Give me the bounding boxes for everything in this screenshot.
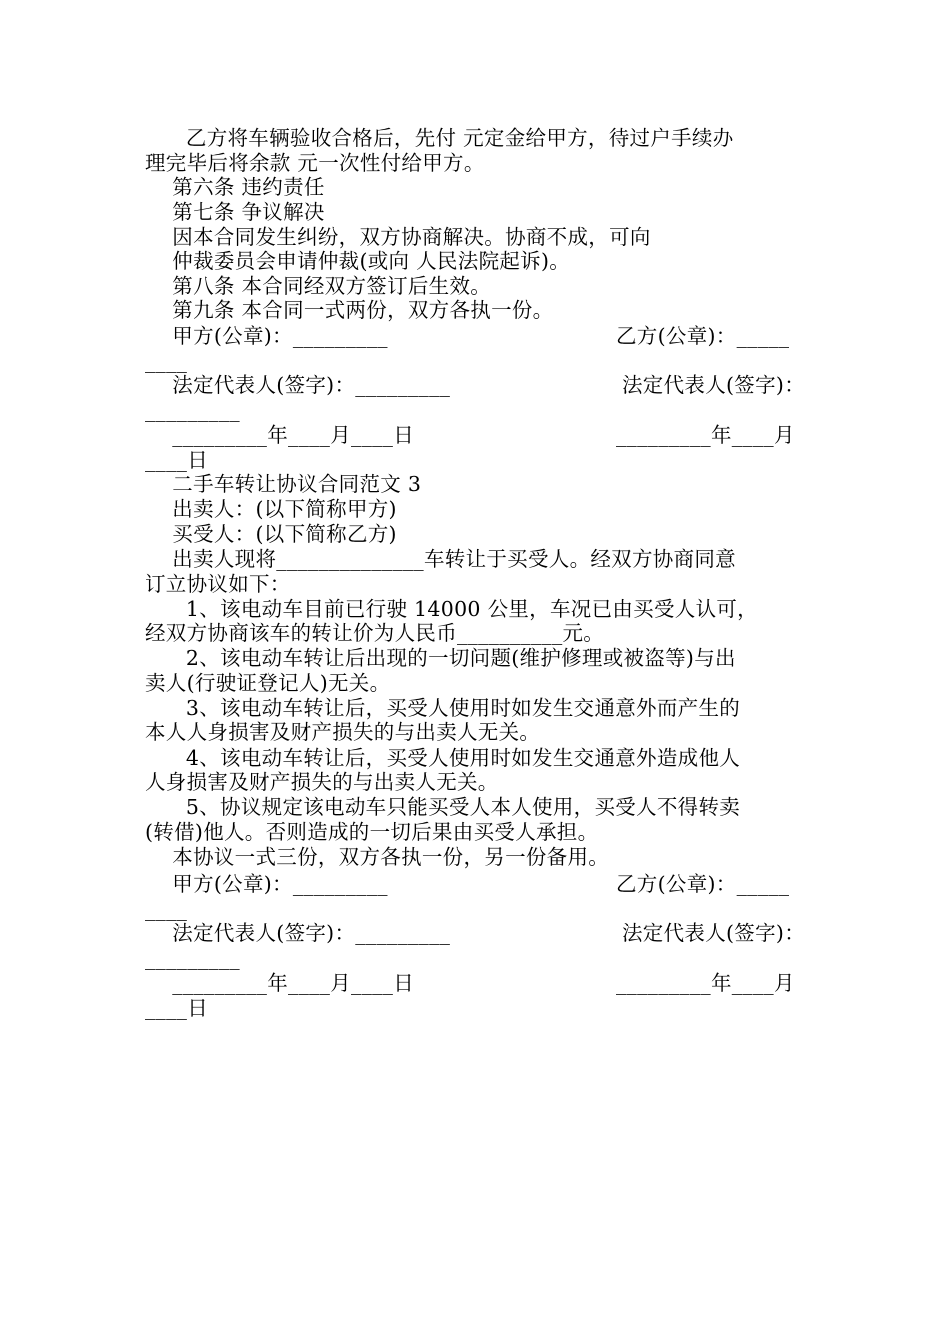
term-line: 经双方协商该车的转让价为人民币__________元。: [145, 621, 605, 645]
party-b-date-line: _________年____月: [616, 971, 795, 995]
term-line: (转借)他人。否则造成的一切后果由买受人承担。: [145, 820, 599, 844]
party-b-seal-overflow: ____: [145, 349, 188, 373]
party-a-seal-line: 甲方(公章)：_________: [145, 324, 388, 348]
party-b-seal-line: 乙方(公章)：_____: [616, 324, 790, 348]
term-line: 2、该电动车转让后出现的一切问题(维护修理或被盗等)与出: [145, 646, 736, 670]
party-b-date-line: _________年____月: [616, 423, 795, 447]
term-line: 本人人身损害及财产损失的与出卖人无关。: [145, 720, 541, 744]
clause-heading: 第八条 本合同经双方签订后生效。: [145, 274, 492, 298]
term-line: 3、该电动车转让后，买受人使用时如发生交通意外而产生的: [145, 696, 741, 720]
party-a-seal-line: 甲方(公章)：_________: [145, 872, 388, 896]
clause-heading: 第七条 争议解决: [145, 200, 325, 224]
paragraph-line: 仲裁委员会申请仲裁(或向 人民法院起诉)。: [145, 249, 571, 273]
term-line: 5、协议规定该电动车只能买受人本人使用，买受人不得转卖: [145, 795, 741, 819]
seller-line: 出卖人：(以下简称甲方): [145, 497, 397, 521]
party-b-representative-overflow: _________: [145, 398, 240, 422]
party-a-date-line: _________年____月____日: [145, 971, 415, 995]
party-b-date-overflow: ____日: [145, 996, 208, 1020]
party-b-representative-line: 法定代表人(签字)：: [622, 373, 805, 397]
party-b-representative-line: 法定代表人(签字)：: [622, 921, 805, 945]
party-a-representative-line: 法定代表人(签字)：_________: [145, 373, 451, 397]
clause-heading: 第六条 违约责任: [145, 175, 325, 199]
paragraph-line: 订立协议如下：: [145, 572, 291, 596]
paragraph-line: 乙方将车辆验收合格后，先付 元定金给甲方，待过户手续办: [145, 126, 734, 150]
term-line: 卖人(行驶证登记人)无关。: [145, 671, 391, 695]
term-line: 人身损害及财产损失的与出卖人无关。: [145, 770, 499, 794]
party-a-date-line: _________年____月____日: [145, 423, 415, 447]
paragraph-line: 因本合同发生纠纷，双方协商解决。协商不成，可向: [145, 225, 651, 249]
party-b-seal-overflow: ____: [145, 897, 188, 921]
paragraph-line: 理完毕后将余款 元一次性付给甲方。: [145, 151, 485, 175]
paragraph-line: 本协议一式三份，双方各执一份，另一份备用。: [145, 845, 610, 869]
party-b-representative-overflow: _________: [145, 946, 240, 970]
section-title: 二手车转让协议合同范文 3: [145, 472, 422, 496]
party-a-representative-line: 法定代表人(签字)：_________: [145, 921, 451, 945]
buyer-line: 买受人：(以下简称乙方): [145, 522, 397, 546]
paragraph-line: 出卖人现将______________车转让于买受人。经双方协商同意: [145, 547, 736, 571]
party-b-date-overflow: ____日: [145, 448, 208, 472]
party-b-seal-line: 乙方(公章)：_____: [616, 872, 790, 896]
term-line: 1、该电动车目前已行驶 14000 公里，车况已由买受人认可，: [145, 597, 758, 621]
term-line: 4、该电动车转让后，买受人使用时如发生交通意外造成他人: [145, 746, 741, 770]
clause-heading: 第九条 本合同一式两份，双方各执一份。: [145, 298, 554, 322]
